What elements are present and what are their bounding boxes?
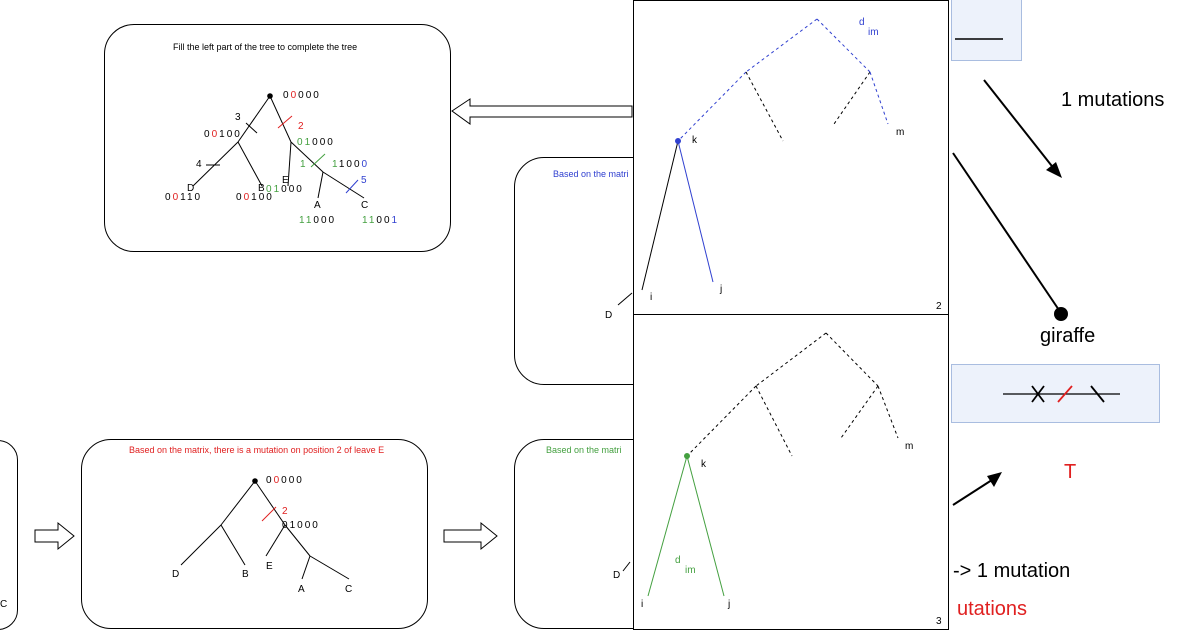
panel-number: 3 bbox=[936, 616, 942, 627]
sequence-digit: 0 bbox=[290, 90, 299, 101]
mutation-count-2: 2 bbox=[298, 121, 304, 132]
sequence-digit: 0 bbox=[211, 129, 220, 140]
leaf-a-label: A bbox=[314, 200, 321, 211]
arrow-mutation-text: -> 1 mutation bbox=[953, 560, 1071, 582]
leaf-c-label: C bbox=[361, 200, 369, 211]
t-label: T bbox=[1064, 461, 1077, 483]
sequence-digit: 1 bbox=[299, 215, 306, 226]
sequence-digit: 1 bbox=[219, 129, 227, 140]
leaf-b-label: B bbox=[242, 569, 249, 580]
sequence-digit: 0 bbox=[266, 184, 274, 195]
sequence-digit: 0 bbox=[283, 90, 291, 101]
sequence-digit: 0 bbox=[258, 192, 267, 203]
leaf-i-label: i bbox=[650, 292, 653, 303]
sequence-digit: 0 bbox=[346, 159, 354, 170]
sequence-digit: 1 bbox=[180, 192, 187, 203]
sequence-digit: 0 bbox=[305, 90, 314, 101]
mutation-e-caption: Based on the matrix, there is a mutation on position 2 of leave E bbox=[129, 445, 385, 455]
sequence-digit: 0 bbox=[320, 215, 329, 226]
leaf-j-label: j bbox=[720, 284, 723, 295]
sequence-digit: 0 bbox=[327, 137, 335, 148]
sequence-digit: 0 bbox=[313, 215, 321, 226]
sequence-digit: 0 bbox=[376, 215, 384, 226]
sequence-digit: 1 bbox=[368, 215, 377, 226]
bottom-right-leaf-d: D bbox=[613, 570, 621, 581]
sequence-digit: 1 bbox=[305, 215, 314, 226]
mutation-count-2: 2 bbox=[282, 506, 288, 517]
mutations-count-text: 1 mutations bbox=[1061, 89, 1165, 111]
sequence-digit: 0 bbox=[266, 192, 274, 203]
label-d: d bbox=[675, 555, 681, 566]
sequence-digit: 0 bbox=[312, 520, 320, 531]
sequence-digit: 1 bbox=[186, 192, 195, 203]
sequence-digit: 0 bbox=[296, 475, 304, 486]
node-k-label: k bbox=[701, 459, 706, 470]
sequence-digit: 0 bbox=[328, 215, 337, 226]
sequence-digit: 0 bbox=[298, 90, 306, 101]
sequence-digit: 0 bbox=[304, 520, 313, 531]
sequence-digit: 0 bbox=[273, 475, 282, 486]
sequence-digit: 1 bbox=[289, 520, 298, 531]
sequence-digit: 0 bbox=[312, 137, 320, 148]
sequence-digit: 0 bbox=[236, 192, 244, 203]
leaf-c-label: C bbox=[345, 584, 353, 595]
sequence-digit: 0 bbox=[234, 129, 242, 140]
sequence-digit: 0 bbox=[297, 137, 305, 148]
leaf-d-label: D bbox=[172, 569, 180, 580]
label-d: d bbox=[859, 17, 865, 28]
leaf-d-label: D bbox=[187, 183, 195, 194]
sequence-digit: 0 bbox=[313, 90, 321, 101]
sequence-digit: 0 bbox=[282, 520, 290, 531]
sequence-digit: 0 bbox=[243, 192, 252, 203]
leaf-i-label: i bbox=[641, 599, 644, 610]
mid-right-leaf-d: D bbox=[605, 310, 613, 321]
sequence-digit: 0 bbox=[383, 215, 392, 226]
sequence-digit: 0 bbox=[296, 184, 304, 195]
mutation-count-4: 4 bbox=[196, 159, 202, 170]
sequence-digit: 1 bbox=[338, 159, 347, 170]
sequence-digit: 0 bbox=[172, 192, 181, 203]
sequence-digit: 1 bbox=[251, 192, 259, 203]
sequence-digit: 0 bbox=[226, 129, 235, 140]
sequence-digit: 1 bbox=[391, 215, 400, 226]
node-k-label: k bbox=[692, 135, 697, 146]
leaf-b-label: B bbox=[258, 183, 265, 194]
sequence-digit: 0 bbox=[281, 184, 289, 195]
partial-mutations-text: utations bbox=[957, 598, 1028, 620]
sequence-digit: 0 bbox=[288, 475, 297, 486]
leaf-a-label: A bbox=[298, 584, 305, 595]
sequence-digit: 0 bbox=[165, 192, 173, 203]
sequence-digit: 0 bbox=[281, 475, 289, 486]
sequence-digit: 0 bbox=[194, 192, 203, 203]
step-caption-bottom-right: Based on the matri bbox=[546, 445, 622, 455]
label-im: im bbox=[868, 27, 879, 38]
mutation-count-3: 3 bbox=[235, 112, 241, 123]
leaf-e-label: E bbox=[266, 561, 273, 572]
leaf-j-label: j bbox=[728, 599, 731, 610]
sequence-digit: 0 bbox=[361, 159, 370, 170]
sequence-digit: 0 bbox=[297, 520, 305, 531]
leaf-e-label: E bbox=[282, 175, 289, 186]
sequence-digit: 0 bbox=[204, 129, 212, 140]
sequence-digit: 0 bbox=[319, 137, 328, 148]
step-caption-mid-right: Based on the matri bbox=[553, 169, 629, 179]
giraffe-label: giraffe bbox=[1040, 325, 1096, 347]
sequence-digit: 0 bbox=[266, 475, 274, 486]
bottom-left-leaf-c: C bbox=[0, 599, 8, 610]
mutation-count-5: 5 bbox=[361, 175, 367, 186]
completed-tree-caption: Fill the left part of the tree to complete the tree bbox=[173, 42, 358, 52]
node-m-label: m bbox=[905, 441, 914, 452]
label-im: im bbox=[685, 565, 696, 576]
node-m-label: m bbox=[896, 127, 905, 138]
sequence-digit: 0 bbox=[288, 184, 297, 195]
sequence-digit: 1 bbox=[273, 184, 282, 195]
mutation-count-1: 1 bbox=[300, 159, 306, 170]
sequence-digit: 1 bbox=[362, 215, 369, 226]
sequence-digit: 0 bbox=[353, 159, 362, 170]
panel-number: 2 bbox=[936, 301, 942, 312]
sequence-digit: 1 bbox=[332, 159, 339, 170]
sequence-digit: 1 bbox=[304, 137, 313, 148]
